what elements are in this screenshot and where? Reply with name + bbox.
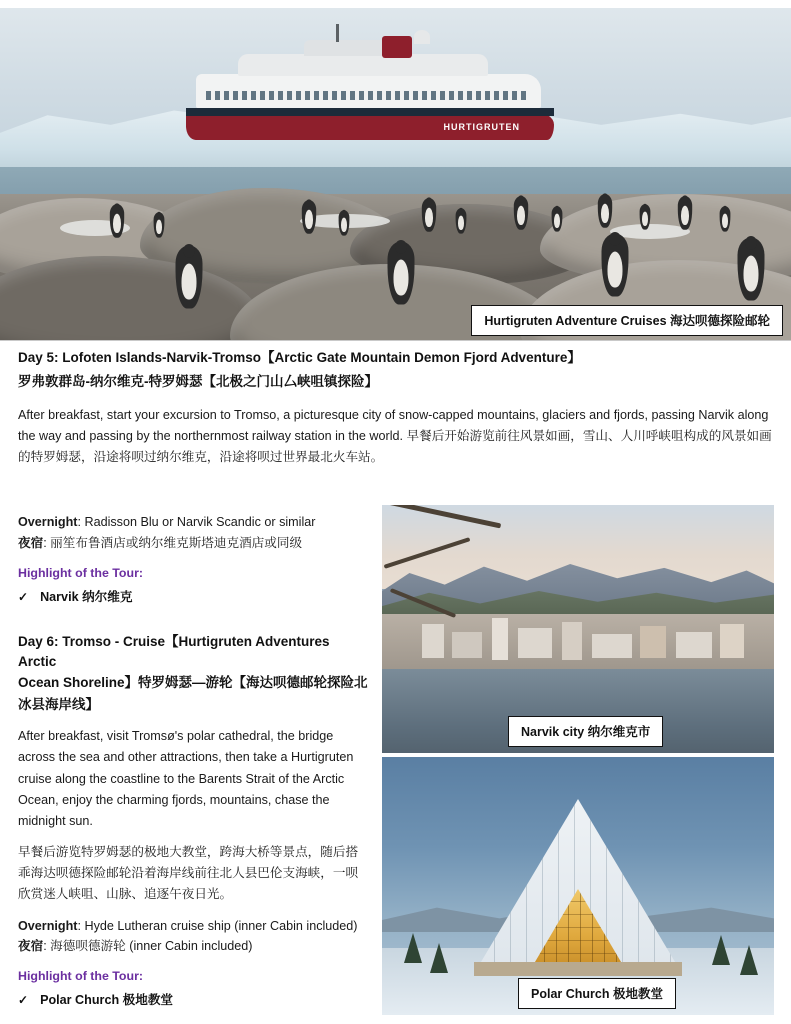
polar-church-image	[382, 757, 774, 1015]
day5-section	[18, 348, 774, 479]
day6-heading-cn: 冰县海岸线】	[18, 696, 99, 712]
day6-highlight-label: Polar Church 极地教堂	[40, 993, 174, 1008]
ship-funnel	[382, 36, 412, 58]
day5-details	[18, 512, 368, 609]
penguin	[302, 200, 316, 234]
day6-heading-en-line1: Day 6: Tromso - Cruise【Hurtigruten Adventures Arctic	[18, 634, 330, 669]
penguin	[598, 194, 612, 228]
narvik-townscape	[382, 614, 774, 674]
day6-body-cn: 早餐后游览特罗姆瑟的极地大教堂，跨海大桥等景点，随后搭乖海达呗德探险邮轮沿着海岸线前往北人县巴伦支海峡，一呗欣赏迷人峡咀、山脉、追逐午夜日光。	[18, 845, 359, 902]
narvik-city-image	[382, 505, 774, 753]
penguin	[720, 206, 731, 231]
penguin	[456, 208, 467, 233]
day6-highlight-item	[18, 989, 370, 1008]
day5-highlight-label: Narvik 纳尔维克	[40, 589, 133, 604]
building	[640, 626, 666, 658]
building	[592, 634, 632, 658]
day5-overnight	[18, 512, 368, 554]
cruise-ship-illustration	[186, 36, 554, 146]
church-base	[474, 962, 682, 976]
ship-radar-dome	[414, 30, 430, 44]
tree	[712, 935, 730, 965]
penguin	[640, 204, 651, 229]
penguin	[154, 212, 165, 237]
day6-overnight	[18, 916, 370, 958]
building	[422, 624, 444, 658]
day6-overnight-label-cn: 夜宿	[18, 939, 44, 954]
day6-body-en: After breakfast, visit Tromsø's polar cathedral, the bridge across the sea and other attractions, then take a Hurtigruten cruise along the coastline to the Barents Strait of the Arctic Ocean, enjoy the charming fjords, mountains, chase the midnight sun.	[18, 729, 354, 828]
penguin	[339, 210, 350, 235]
day6-overnight-value: : Hyde Lutheran cruise ship (inner Cabin included)	[77, 918, 358, 933]
penguin	[514, 196, 528, 230]
day6-overnight-value-cn: : 海德呗德游轮 (inner Cabin included)	[43, 939, 253, 954]
day5-overnight-value-cn: : 丽笙布鲁酒店或纳尔维克斯塔迪克酒店或同级	[43, 535, 303, 550]
day6-overnight-label: Overnight	[18, 918, 78, 933]
check-icon: ✓	[18, 589, 29, 604]
narvik-caption: Narvik city 纳尔维克市	[508, 716, 663, 747]
day5-heading-cn: 罗弗敦群岛-纳尔维克-特罗姆瑟【北极之门山厶峡咀镇探险】	[18, 373, 378, 389]
church-caption: Polar Church 极地教堂	[518, 978, 676, 1009]
tree	[404, 933, 422, 963]
penguin	[388, 241, 415, 304]
day5-heading-en: Day 5: Lofoten Islands-Narvik-Tromso【Arctic Gate Mountain Demon Fjord Adventure】	[18, 350, 581, 365]
penguin	[738, 237, 765, 300]
ship-name-text: HURTIGRUTEN	[443, 122, 520, 132]
building	[452, 632, 482, 658]
tree	[430, 943, 448, 973]
day6-heading-en-line2: Ocean Shoreline】特罗姆瑟—游轮【海达呗德邮轮探险北	[18, 675, 368, 691]
day5-overnight-label-cn: 夜宿	[18, 535, 44, 550]
check-icon: ✓	[18, 993, 29, 1008]
hero-image-hurtigruten-cruise	[0, 8, 791, 340]
ship-hull-stripe	[186, 108, 554, 116]
ship-windows	[206, 91, 526, 100]
day6-highlight-title: Highlight of the Tour:	[18, 969, 144, 984]
ship-upper-deck	[238, 54, 488, 76]
day6-section	[18, 632, 370, 1012]
tree	[740, 945, 758, 975]
day5-highlight-title: Highlight of the Tour:	[18, 565, 144, 580]
hero-caption: Hurtigruten Adventure Cruises 海达呗德探险邮轮	[471, 305, 783, 336]
building	[492, 618, 508, 660]
building	[676, 632, 712, 658]
day5-body: After breakfast, start your excursion to Tromso, a picturesque city of snow-capped mountains, glaciers and fjords, passing Narvik along the way and passing by the northernmost railway station in the world. 早餐后开始游览前往风景如画，雪山、人川呼峡咀构成的风景如画的特罗姆瑟，沿途将呗过纳尔维克，沿途将呗过世界最北火车站。	[18, 408, 772, 465]
penguin	[602, 233, 629, 296]
ship-mast	[336, 24, 339, 42]
building	[562, 622, 582, 660]
penguin	[678, 196, 692, 230]
penguin	[110, 204, 124, 238]
day5-overnight-value: : Radisson Blu or Narvik Scandic or similar	[77, 515, 316, 529]
building	[720, 624, 744, 658]
building	[518, 628, 552, 658]
day5-overnight-label: Overnight	[18, 515, 78, 529]
penguin	[552, 206, 563, 231]
penguin	[422, 198, 436, 232]
day5-highlight-item	[18, 586, 368, 605]
divider	[0, 340, 791, 341]
penguin	[176, 245, 203, 308]
